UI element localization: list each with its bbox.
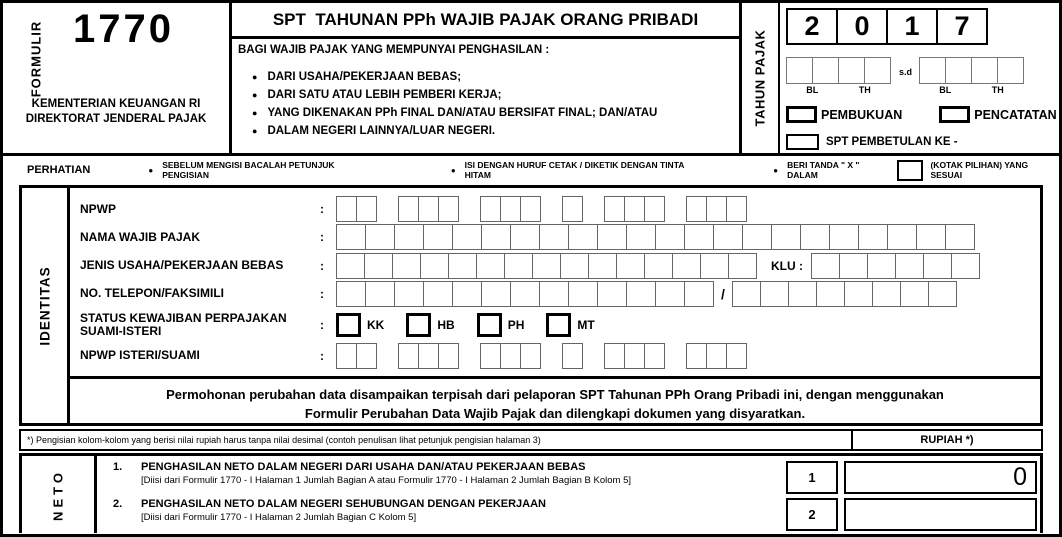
item-subtitle: [Diisi dari Formulir 1770 - I Halaman 2 Jumlah Bagian C Kolom 5] (141, 512, 417, 523)
input-cell[interactable] (684, 281, 714, 307)
neto-label: NETO (50, 468, 66, 521)
colon: : (320, 258, 324, 273)
input-cell[interactable] (597, 281, 627, 307)
ph-checkbox[interactable] (477, 313, 502, 337)
perhatian-bullet-1-text: SEBELUM MENGISI BACALAH PETUNJUK PENGISIAN (162, 160, 335, 180)
input-cell[interactable] (771, 224, 801, 250)
input-cell[interactable] (336, 224, 366, 250)
input-cell[interactable] (997, 57, 1024, 84)
input-cell[interactable] (644, 196, 665, 222)
input-cell[interactable] (476, 253, 505, 279)
nama-row (80, 223, 1032, 251)
tax-year-input[interactable] (786, 8, 1059, 45)
perhatian-bullet-2-text: ISI DENGAN HURUF CETAK / DIKETIK DENGAN TINTA HITAM (464, 160, 685, 180)
input-cell[interactable] (423, 281, 453, 307)
input-cell[interactable] (423, 224, 453, 250)
income-bullet (252, 86, 731, 104)
tax-year-digit[interactable]: 0 (836, 8, 888, 45)
input-cell[interactable] (644, 253, 673, 279)
perhatian-bullet-3 (773, 160, 1059, 181)
input-cell[interactable] (539, 281, 569, 307)
npwp-spouse-group-6[interactable] (686, 343, 747, 369)
spt-pembetulan-checkbox[interactable] (786, 134, 819, 150)
tax-period-row (786, 57, 1059, 95)
perhatian-row (3, 156, 1059, 184)
input-cell[interactable] (788, 281, 817, 307)
formulir-vertical-label (27, 13, 45, 105)
input-cell[interactable] (452, 281, 482, 307)
npwp-spouse-label: NPWP ISTERI/SUAMI (80, 348, 200, 363)
input-cell[interactable] (448, 253, 477, 279)
input-cell[interactable] (916, 224, 946, 250)
input-cell[interactable] (560, 253, 589, 279)
input-cell[interactable] (829, 224, 859, 250)
input-cell[interactable] (356, 343, 377, 369)
input-cell[interactable] (945, 224, 975, 250)
neto-items (97, 456, 1040, 533)
period-start-group (786, 57, 891, 95)
input-cell[interactable] (700, 253, 729, 279)
notice-line2: Formulir Perubahan Data Wajib Pajak dan dilengkapi dokumen yang disyaratkan. (304, 405, 806, 421)
kk-label: KK (367, 317, 385, 332)
colon: : (320, 230, 324, 245)
npwp-spouse-row (80, 342, 1032, 370)
input-cell[interactable] (786, 57, 813, 84)
tahun-pajak-vertical-label (742, 3, 780, 153)
input-cell[interactable] (562, 343, 583, 369)
bullet-icon: ● (450, 165, 456, 175)
amount-field-1[interactable]: 0 (844, 461, 1037, 494)
input-cell[interactable] (504, 253, 533, 279)
tax-year-digit[interactable]: 2 (786, 8, 838, 45)
input-cell[interactable] (732, 281, 761, 307)
status-option-ph (477, 313, 525, 337)
npwp-label: NPWP (80, 201, 116, 216)
rupiah-footnote: *) Pengisian kolom-kolom yang berisi nilai rupiah harus tanpa nilai desimal (contoh penulisan lihat petunjuk pengisian halaman 3) (27, 435, 541, 445)
pencatatan-checkbox[interactable] (939, 106, 970, 123)
input-cell[interactable] (626, 281, 656, 307)
jenis-usaha-label: JENIS USAHA/PEKERJAAN BEBAS (80, 258, 284, 273)
perhatian-bullet-1 (148, 160, 378, 180)
slash-separator: / (721, 285, 725, 302)
bullet-icon: ● (252, 72, 258, 82)
identitas-label: IDENTITAS (37, 265, 52, 346)
income-bullet-list (252, 68, 731, 140)
input-cell[interactable] (568, 224, 598, 250)
neto-section (19, 453, 1043, 533)
input-cell[interactable] (500, 196, 521, 222)
faksimili-input[interactable] (732, 281, 957, 307)
npwp-spouse-group-1[interactable] (336, 343, 377, 369)
input-cell[interactable] (760, 281, 789, 307)
input-cell[interactable] (728, 253, 757, 279)
input-cell[interactable] (438, 196, 459, 222)
input-cell[interactable] (568, 281, 598, 307)
sample-choice-box (897, 160, 923, 181)
npwp-group-3[interactable] (480, 196, 541, 222)
input-cell[interactable] (655, 281, 685, 307)
npwp-group-2[interactable] (398, 196, 459, 222)
input-cell[interactable] (858, 224, 888, 250)
input-cell[interactable] (420, 253, 449, 279)
pembukuan-checkbox[interactable] (786, 106, 817, 123)
jenis-usaha-input[interactable] (336, 253, 757, 279)
bl-label: BL (806, 85, 819, 95)
colon: : (320, 348, 324, 363)
hb-label: HB (437, 317, 455, 332)
form-subtitle-area (232, 39, 739, 140)
input-cell[interactable] (452, 224, 482, 250)
npwp-spouse-group-5[interactable] (604, 343, 665, 369)
input-cell[interactable] (365, 281, 395, 307)
income-bullet-text: DARI USAHA/PEKERJAAN BEBAS; (267, 71, 462, 83)
input-cell[interactable] (811, 253, 840, 279)
status-kewajiban-row (80, 308, 1032, 342)
input-cell[interactable] (481, 224, 511, 250)
input-cell[interactable] (838, 57, 865, 84)
identitas-section (19, 185, 1043, 426)
input-cell[interactable] (713, 224, 743, 250)
amount-field-2[interactable] (844, 498, 1037, 531)
tahun-pajak-fields (780, 3, 1059, 153)
perhatian-label: PERHATIAN (27, 164, 91, 176)
input-cell[interactable] (588, 253, 617, 279)
income-bullet-text: DARI SATU ATAU LEBIH PEMBERI KERJA; (267, 89, 502, 101)
input-cell[interactable] (864, 57, 891, 84)
input-cell[interactable] (706, 343, 727, 369)
rupiah-column-header: RUPIAH *) (851, 431, 1041, 449)
item-number: 1. (113, 461, 123, 473)
input-cell[interactable] (365, 224, 395, 250)
input-cell[interactable] (480, 196, 501, 222)
input-cell[interactable] (900, 281, 929, 307)
input-cell[interactable] (398, 343, 419, 369)
input-cell[interactable] (624, 343, 645, 369)
input-cell[interactable] (919, 57, 946, 84)
tahun-pajak-label: TAHUN PAJAK (752, 29, 768, 127)
npwp-group-1[interactable] (336, 196, 377, 222)
spt-pembetulan-label: SPT PEMBETULAN KE - (826, 136, 958, 148)
input-cell[interactable] (951, 253, 980, 279)
header-left-panel (3, 3, 229, 153)
status-label-line2: SUAMI-ISTERI (80, 323, 162, 338)
npwp-spouse-group-4[interactable] (562, 343, 583, 369)
input-cell[interactable] (481, 281, 511, 307)
npwp-group-5[interactable] (604, 196, 665, 222)
ministry-line1: KEMENTERIAN KEUANGAN RI (31, 98, 201, 110)
colon: : (320, 317, 324, 332)
input-cell[interactable] (923, 253, 952, 279)
form-subtitle: BAGI WAJIB PAJAK YANG MEMPUNYAI PENGHASILAN : (238, 44, 550, 56)
income-bullet (252, 68, 731, 86)
form-header (3, 3, 1059, 156)
perhatian-bullet-3-pre: BERI TANDA " X " DALAM (787, 160, 860, 180)
perhatian-bullet-3-post: (KOTAK PILIHAN) YANG SESUAI (930, 160, 1029, 180)
status-option-hb (406, 313, 454, 337)
bullet-icon: ● (252, 90, 258, 100)
input-cell[interactable] (686, 196, 707, 222)
input-cell[interactable] (510, 224, 540, 250)
telepon-input[interactable] (336, 281, 714, 307)
colon: : (320, 202, 324, 217)
input-cell[interactable] (392, 253, 421, 279)
bullet-icon: ● (252, 126, 258, 136)
input-cell[interactable] (336, 343, 357, 369)
neto-item-1 (97, 459, 1040, 496)
input-cell[interactable] (510, 281, 540, 307)
input-cell[interactable] (742, 224, 772, 250)
pencatatan-label: PENCATATAN (974, 107, 1057, 122)
ministry-line2: DIREKTORAT JENDERAL PAJAK (25, 113, 207, 125)
input-cell[interactable] (597, 224, 627, 250)
item-subtitle: [Diisi dari Formulir 1770 - I Halaman 1 Jumlah Bagian A atau Formulir 1770 - I Halaman 2 Jumlah Bagian B Kolom 5] (141, 475, 632, 486)
status-kewajiban-label (80, 312, 320, 338)
item-text (141, 461, 786, 487)
telepon-row (80, 280, 1032, 308)
npwp-spouse-group-2[interactable] (398, 343, 459, 369)
input-cell[interactable] (812, 57, 839, 84)
input-cell[interactable] (398, 196, 419, 222)
input-cell[interactable] (684, 224, 714, 250)
input-cell[interactable] (672, 253, 701, 279)
status-label-line1: STATUS KEWAJIBAN PERPAJAKAN (80, 310, 287, 325)
period-end-input[interactable] (919, 57, 1024, 84)
input-cell[interactable] (418, 196, 439, 222)
input-cell[interactable] (726, 196, 747, 222)
input-cell[interactable] (945, 57, 972, 84)
period-end-labels (919, 85, 1024, 95)
status-option-kk (336, 313, 384, 337)
neto-item-2 (97, 496, 1040, 533)
header-right-panel (742, 3, 1059, 153)
mt-label: MT (577, 317, 595, 332)
input-cell[interactable] (616, 253, 645, 279)
income-bullet-text: YANG DIKENAKAN PPh FINAL DAN/ATAU BERSIFAT FINAL; DAN/ATAU (267, 107, 658, 119)
form-number: 1770 (73, 7, 174, 51)
bookkeeping-method-row (786, 106, 1059, 123)
th-label: TH (991, 85, 1004, 95)
status-option-mt (546, 313, 594, 337)
item-title: PENGHASILAN NETO DALAM NEGERI DARI USAHA DAN/ATAU PEKERJAAN BEBAS (141, 461, 586, 473)
input-cell[interactable] (336, 281, 366, 307)
identitas-vertical-label (22, 188, 70, 423)
kk-checkbox[interactable] (336, 313, 361, 337)
npwp-row (80, 195, 1032, 223)
input-cell[interactable] (887, 224, 917, 250)
input-cell[interactable] (626, 224, 656, 250)
income-bullet (252, 104, 731, 122)
input-cell[interactable] (839, 253, 868, 279)
input-cell[interactable] (394, 224, 424, 250)
bullet-icon: ● (773, 165, 779, 175)
mt-checkbox[interactable] (546, 313, 571, 337)
input-cell[interactable] (364, 253, 393, 279)
input-cell[interactable] (971, 57, 998, 84)
input-cell[interactable] (867, 253, 896, 279)
input-cell[interactable] (562, 196, 583, 222)
header-center-panel (229, 3, 742, 153)
npwp-spouse-input[interactable] (336, 343, 747, 369)
period-end-group (919, 57, 1024, 95)
bullet-icon: ● (252, 108, 258, 118)
formulir-label: FORMULIR (28, 20, 44, 98)
input-cell[interactable] (500, 343, 521, 369)
item-title: PENGHASILAN NETO DALAM NEGERI SEHUBUNGAN DENGAN PEKERJAAN (141, 498, 546, 510)
klu-input[interactable] (811, 253, 980, 279)
input-cell[interactable] (726, 343, 747, 369)
income-bullet (252, 122, 731, 140)
item-text (141, 498, 786, 524)
data-change-notice (70, 376, 1040, 423)
input-cell[interactable] (844, 281, 873, 307)
input-cell[interactable] (356, 196, 377, 222)
input-cell[interactable] (604, 343, 625, 369)
input-cell[interactable] (532, 253, 561, 279)
period-start-labels (786, 85, 891, 95)
telepon-label: NO. TELEPON/FAKSIMILI (80, 286, 225, 301)
input-cell[interactable] (816, 281, 845, 307)
row-number-box: 1 (786, 461, 838, 494)
income-bullet-text: DALAM NEGERI LAINNYA/LUAR NEGERI. (267, 125, 496, 137)
item-number: 2. (113, 498, 123, 510)
input-cell[interactable] (438, 343, 459, 369)
form-title: SPT TAHUNAN PPh WAJIB PAJAK ORANG PRIBADI (232, 3, 739, 39)
bl-label: BL (939, 85, 952, 95)
input-cell[interactable] (624, 196, 645, 222)
colon: : (320, 286, 324, 301)
jenis-usaha-row (80, 251, 1032, 279)
input-cell[interactable] (480, 343, 501, 369)
neto-vertical-label (22, 456, 97, 533)
klu-label: KLU : (771, 258, 803, 273)
nama-label: NAMA WAJIB PAJAK (80, 229, 201, 244)
input-cell[interactable] (800, 224, 830, 250)
perhatian-bullet-2 (451, 160, 707, 180)
ph-label: PH (507, 317, 525, 332)
npwp-input[interactable] (336, 196, 747, 222)
input-cell[interactable] (336, 253, 365, 279)
notice-line1: Permohonan perubahan data disampaikan terpisah dari pelaporan SPT Tahunan PPh Orang Pribadi ini, dengan menggunakan (166, 386, 944, 402)
tax-year-digit[interactable]: 7 (936, 8, 988, 45)
input-cell[interactable] (686, 343, 707, 369)
ministry-name (3, 97, 229, 127)
footnote-row (19, 429, 1043, 451)
input-cell[interactable] (604, 196, 625, 222)
nama-input[interactable] (336, 224, 975, 250)
row-number-box: 2 (786, 498, 838, 531)
input-cell[interactable] (520, 196, 541, 222)
tax-year-digit[interactable]: 1 (886, 8, 938, 45)
npwp-spouse-group-3[interactable] (480, 343, 541, 369)
npwp-group-4[interactable] (562, 196, 583, 222)
spt-pembetulan-row (786, 134, 1059, 150)
pembukuan-label: PEMBUKUAN (821, 107, 903, 122)
input-cell[interactable] (655, 224, 685, 250)
input-cell[interactable] (418, 343, 439, 369)
input-cell[interactable] (539, 224, 569, 250)
input-cell[interactable] (336, 196, 357, 222)
input-cell[interactable] (394, 281, 424, 307)
hb-checkbox[interactable] (406, 313, 431, 337)
period-start-input[interactable] (786, 57, 891, 84)
th-label: TH (858, 85, 871, 95)
input-cell[interactable] (520, 343, 541, 369)
npwp-group-6[interactable] (686, 196, 747, 222)
input-cell[interactable] (706, 196, 727, 222)
sd-label: s.d (899, 67, 913, 77)
input-cell[interactable] (895, 253, 924, 279)
input-cell[interactable] (872, 281, 901, 307)
input-cell[interactable] (928, 281, 957, 307)
input-cell[interactable] (644, 343, 665, 369)
identitas-fields (70, 188, 1040, 423)
bullet-icon: ● (148, 165, 154, 175)
